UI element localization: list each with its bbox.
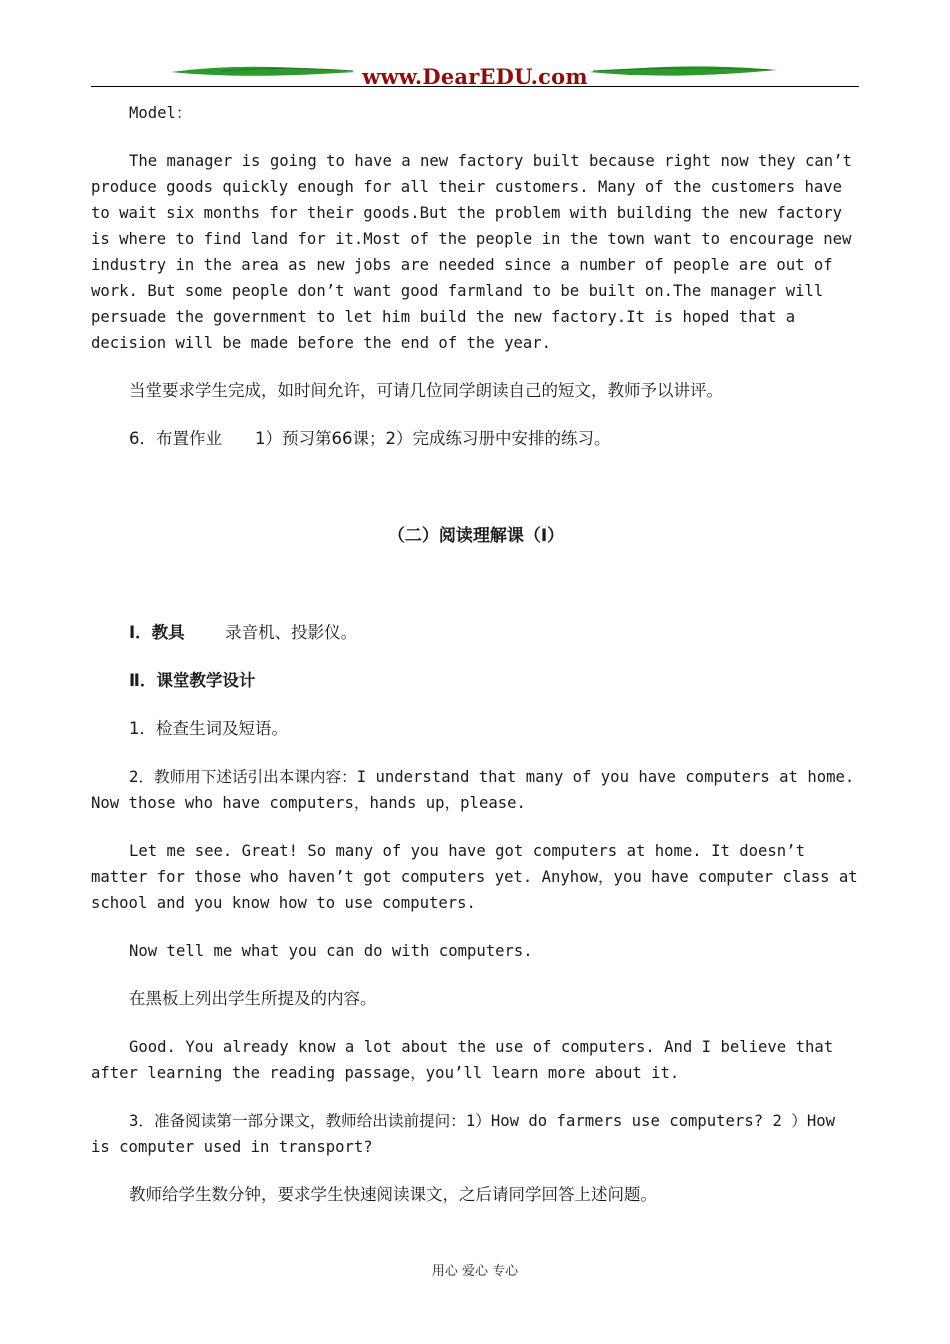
tools-label: Ⅰ．教具 [129,623,185,642]
tools-heading [91,620,861,646]
homework-item: 6．布置作业 1）预习第66课；2）完成练习册中安排的练习。 [129,429,611,448]
design-heading [91,668,861,694]
leaf-swoosh-icon [91,58,859,94]
model-label: Model： [129,104,192,122]
document-body [91,100,861,1208]
step-2-conclusion: Good. You already know a lot about the use of computers. And I believe that after learning the reading passage，you’ll learn more about it. [91,1038,834,1082]
site-header-logo [91,58,859,94]
section-title: （二）阅读理解课（Ⅰ） [387,526,565,546]
step-2: 2．教师用下述话引出本课内容：I understand that many of you have computers at home. Now those who have computers，hands up，please. [91,768,855,812]
page-footer: 用心 爱心 专心 [431,1264,519,1279]
site-logo-text[interactable]: www.DearEDU.com [362,64,588,89]
header-divider [91,86,859,87]
design-label: Ⅱ．课堂教学设计 [129,671,256,690]
step-2-question: Now tell me what you can do with computers. [129,942,533,960]
step-3-note: 教师给学生数分钟，要求学生快速阅读课文，之后请同学回答上述问题。 [129,1185,657,1204]
step-2-continued: Let me see. Great! So many of you have got computers at home. It doesn’t matter for those who haven’t got computers yet. Anyhow，you have computer class at school and you know how to use computers. [91,842,858,912]
step-2-board-note: 在黑板上列出学生所提及的内容。 [129,989,377,1008]
model-paragraph: The manager is going to have a new factory built because right now they can’t produce goods quickly enough for all their customers. Many of the customers have to wait six months for their goods.But the problem with building the new factory is where to find land for it.Most of the people in the town want to encourage new industry in the area as new jobs are needed since a number of people are out of work. But some people don’t want good farmland to be built on.The manager will persuade the government to let him build the new factory.It is hoped that a decision will be made before the end of the year. [91,152,852,352]
step-1: 1．检查生词及短语。 [129,719,288,738]
tools-text: 录音机、投影仪。 [225,623,358,642]
classroom-note: 当堂要求学生完成，如时间允许，可请几位同学朗读自己的短文，教师予以讲评。 [129,381,723,400]
step-3: 3．准备阅读第一部分课文，教师给出读前提问：1）How do farmers use computers? 2 ）How is computer used in transport? [91,1112,836,1156]
